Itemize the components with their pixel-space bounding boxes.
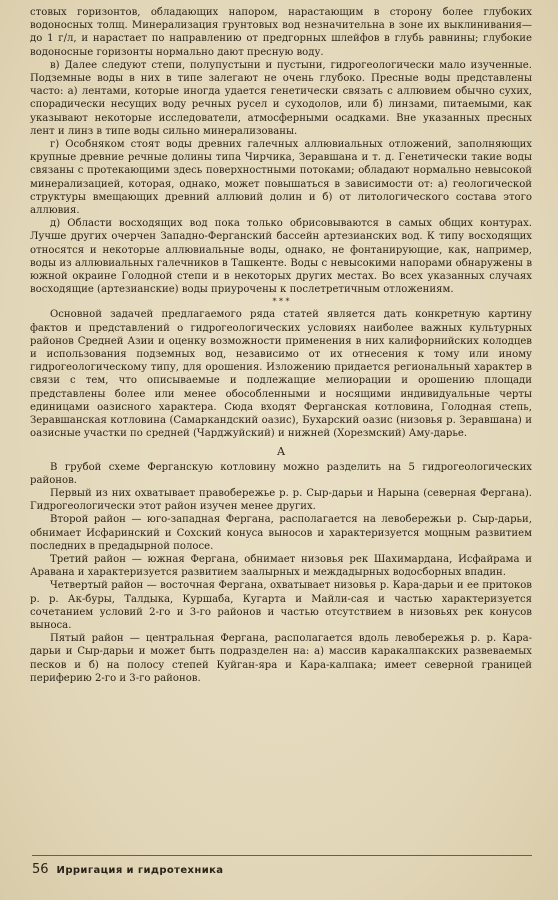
paragraph-section-g: г) Особняком стоят воды древних галечных аллювиальных отложений, заполняющих крупные древние речные долины типа Чирчика, Зеравшана и т. д. Генетически такие воды связаны с протекающими здесь поверхностными потоками; обладают нормально невысокой минерализацией, которая, однако, может повышаться в зависимости от: а) геологической структуры вмещающих древний аллювий долин и б) от литологического состава этого аллювия. [30, 139, 532, 217]
page-number: 56 [32, 862, 49, 877]
page-body [30, 6, 532, 685]
paragraph-section-v: в) Далее следуют степи, полупустыни и пустыни, гидрогеологически мало изученные. Подземные воды в них в типе залегают не очень глубоко. Пресные воды представлены часто: а) лентами, которые иногда удается генетически связать с аллювием обычно сухих, спорадически несущих воду речных русел и суходолов, или б) линзами, питаемыми, как указывают некоторые исследователи, атмосферными осадками. Вне указанных пресных лент и линз в типе воды сильно минерализованы. [30, 59, 532, 137]
running-title: Ирригация и гидротехника [56, 865, 224, 876]
paragraph-district-1: Первый из них охватывает правобережье р. р. Сыр-дарьи и Нарына (северная Фергана). Гидрогеологически этот район изучен менее других. [30, 487, 532, 513]
paragraph-district-4: Четвертый район — восточная Фергана, охватывает низовья р. Кара-дарьи и ее притоков р. р. Ак-буры, Талдыка, Куршаба, Кугарта и Майли-сая и частью характеризуется сочетанием условий 2-го и 3-го районов и частью отсутствием в низовьях рек конусов выноса. [30, 580, 532, 631]
paragraph-continuation: стовых горизонтов, обладающих напором, нарастающим в сторону более глубоких водоносных толщ. Минерализация грунтовых вод незначительна в зоне их выклинивания—до 1 г/л, и нарастает по направлению от предгорных шлейфов в глубь равнины; глубокие водоносные горизонты нормально дают пресную воду. [30, 7, 532, 58]
paragraph-section-d: д) Области восходящих вод пока только обрисовываются в самых общих контурах. Лучше других очерчен Западно-Ферганский бассейн артезианских вод. К типу восходящих относятся и некоторые аллювиальные воды, однако, не фонтанирующие, как, например, воды из аллювиальных галечников в Ташкенте. Воды с невысокими напорами обнаружены в южной окраине Голодной степи и в некоторых других местах. Во всех указанных случаях восходящие (артезианские) воды приурочены к послетретичным отложениям. [30, 218, 532, 296]
paragraph-fergana-scheme: В грубой схеме Ферганскую котловину можно разделить на 5 гидрогеологических районов. [30, 461, 532, 486]
section-heading: А [276, 444, 286, 458]
paragraph-district-3: Третий район — южная Фергана, обнимает низовья рек Шахимардана, Исфайрама и Аравана и характеризуется развитием заалырных и междадырных водосборных впадин. [30, 553, 532, 579]
paragraph-district-5: Пятый район — центральная Фергана, располагается вдоль левобережья р. р. Кара-дарьи и Сыр-дарьи и может быть подразделен на: а) массив каракалпакских развеваемых песков и б) на полосу степей Куйган-яра и Кара-калпака; имеет северной границей периферию 2-го и 3-го районов. [30, 633, 532, 684]
section-separator: * * * [272, 297, 290, 307]
paragraph-intro: Основной задачей предлагаемого ряда статей является дать конкретную картину фактов и представлений о гидрогеологических условиях наиболее важных культурных районов Средней Азии и оценку возможности применения в них калифорнийских колодцев и использования подземных вод, независимо от их отнесения к тому или иному гидрогеологическому типу, для орошения. Изложению придается региональный характер в связи с тем, что описываемые и подлежащие мелиорации и орошению площади представлены более или менее обособленными и носящими индивидуальные черты единицами оазисного характера. Сюда входят Ферганская котловина, Голодная степь, Зеравшанская котловина (Самаркандский оазис), Бухарский оазис (низовья р. Зеравшана) и оазисные участки по средней (Чарджуйский) и нижней (Хорезмский) Аму-дарье. [30, 309, 532, 440]
paragraph-district-2: Второй район — юго-западная Фергана, располагается на левобережьи р. Сыр-дарьи, обнимает Исфаринский и Сохский конуса выносов и характеризуется мощным развитием последних в предадырной полосе. [30, 514, 532, 552]
page-footer [32, 855, 532, 882]
